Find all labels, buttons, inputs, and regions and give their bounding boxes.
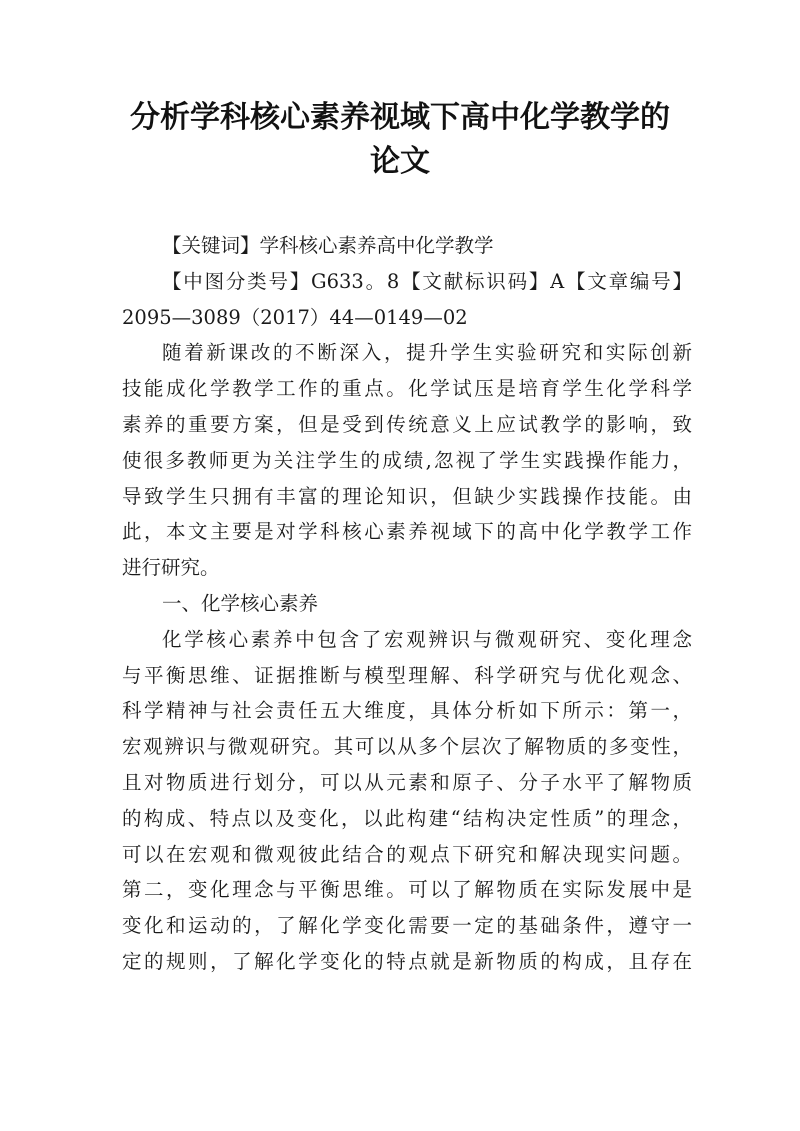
intro-line: 进行研究。 [122, 556, 220, 580]
section-line: 科学精神与社会责任五大维度，具体分析如下所示：第一， [122, 699, 692, 723]
section-line: 与平衡思维、证据推断与模型理解、科学研究与优化观念、 [122, 663, 692, 687]
intro-line: 技能成化学教学工作的重点。化学试压是培育学生化学科学 [122, 377, 692, 401]
title-line-1: 分析学科核心素养视域下高中化学教学的 [130, 100, 670, 135]
keywords-line: 【关键词】学科核心素养高中化学教学 [162, 234, 494, 257]
intro-line: 此，本文主要是对学科核心素养视域下的高中化学教学工作 [122, 520, 692, 544]
section-line: 可以在宏观和微观彼此结合的观点下研究和解决现实问题。 [122, 842, 692, 866]
intro-line: 导致学生只拥有丰富的理论知识，但缺少实践操作技能。由 [122, 484, 692, 508]
section-line: 变化和运动的，了解化学变化需要一定的基础条件，遵守一 [122, 914, 692, 938]
section-heading: 一、化学核心素养 [162, 591, 319, 615]
paper-title [0, 96, 800, 184]
section-line: 化学核心素养中包含了宏观辨识与微观研究、变化理念 [162, 627, 692, 651]
intro-line: 素养的重要方案，但是受到传统意义上应试教学的影响，致 [122, 412, 692, 436]
section-line: 且对物质进行划分，可以从元素和原子、分子水平了解物质 [122, 770, 692, 794]
intro-line: 使很多教师更为关注学生的成绩,忽视了学生实践操作能力， [122, 448, 692, 472]
section-line: 的构成、特点以及变化，以此构建“结构决定性质”的理念， [122, 806, 692, 830]
article-body [122, 228, 692, 980]
classification-line-1: 【中图分类号】G633。8【文献标识码】A【文章编号】 [162, 269, 692, 293]
section-line: 第二，变化理念与平衡思维。可以了解物质在实际发展中是 [122, 878, 692, 902]
title-line-2: 论文 [370, 144, 430, 179]
section-line: 宏观辨识与微观研究。其可以从多个层次了解物质的多变性， [122, 735, 692, 759]
intro-line: 随着新课改的不断深入，提升学生实验研究和实际创新 [162, 341, 692, 365]
classification-line-2: 2095—3089（2017）44—0149—02 [122, 305, 468, 329]
section-line: 定的规则，了解化学变化的特点就是新物质的构成，且存在 [122, 949, 692, 973]
